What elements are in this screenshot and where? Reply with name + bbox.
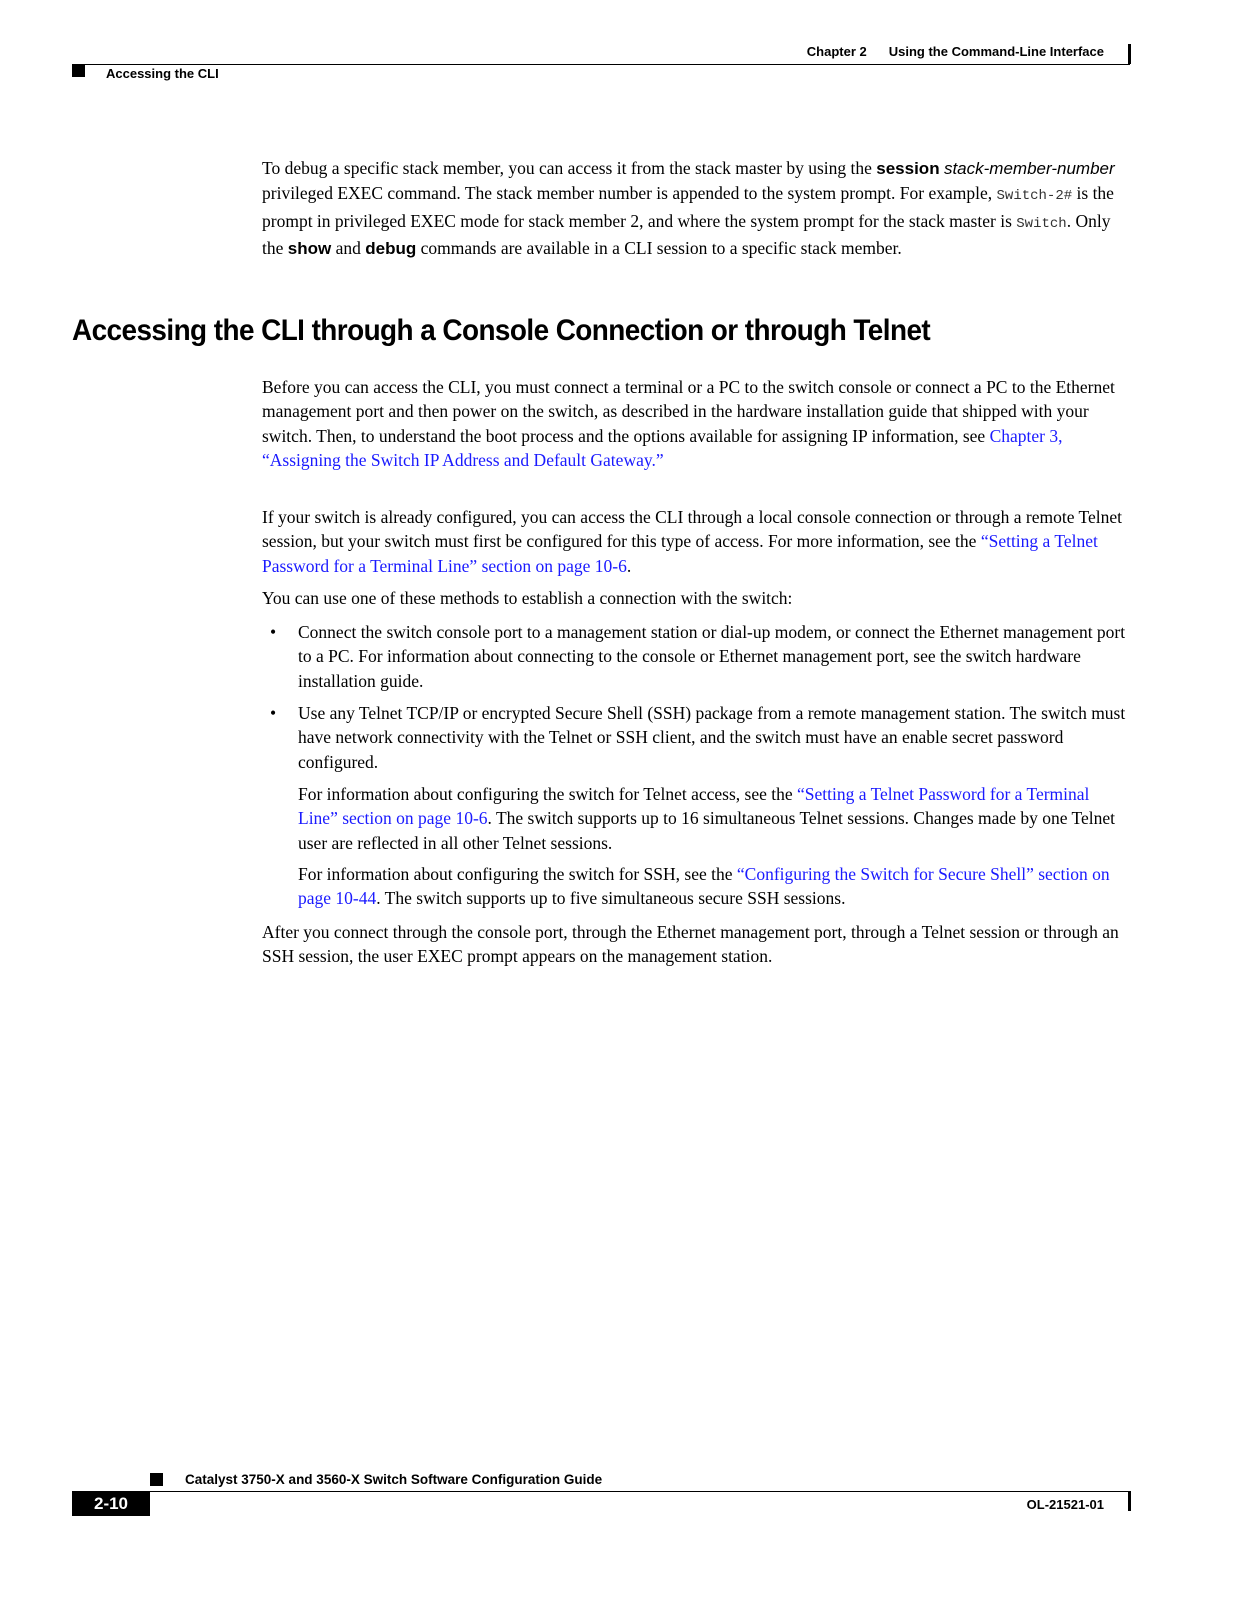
header-square-marker (72, 64, 85, 77)
running-header-section: Accessing the CLI (106, 66, 219, 81)
paragraph-after-connect: After you connect through the console port, through the Ethernet management port, through a Telnet session or through an SSH session, the user EXEC prompt appears on the management station. (262, 922, 1119, 967)
list-item-text: Use any Telnet TCP/IP or encrypted Secure Shell (SSH) package from a remote management station. The switch must have network connectivity with the Telnet or SSH client, and the switch must have an enable secret password configured. (298, 703, 1126, 772)
footer-guide-title: Catalyst 3750-X and 3560-X Switch Software Configuration Guide (185, 1472, 603, 1487)
intro-text-1: To debug a specific stack member, you can access it from the stack master by using the (262, 158, 877, 178)
bullet-marker: • (270, 622, 277, 642)
methods-list (262, 620, 1132, 693)
code-prompt-master: Switch (1016, 215, 1067, 232)
intro-text-3: is the prompt in privileged EXEC mode for stack member 2, and where the system prompt for the stack master is (262, 183, 1114, 231)
command-session: session (876, 159, 940, 178)
methods-list-2 (262, 701, 1132, 774)
page-number: 2-10 (72, 1491, 150, 1516)
sub1-end: . The switch supports up to 16 simultaneous Telnet sessions. Changes made by one Telnet user are reflected in all other Telnet sessions. (298, 808, 1116, 853)
paragraph-configured (262, 505, 1132, 578)
para1-text: Before you can access the CLI, you must connect a terminal or a PC to the switch console or connect a PC to the Ethernet management port and then power on the switch, as described in the hardware installation guide that shipped with your switch. Then, to understand the boot process and the options available for assigning IP information, see (262, 377, 1115, 446)
ssh-info-paragraph (262, 862, 1132, 911)
intro-paragraph (262, 156, 1132, 261)
command-show: show (287, 238, 332, 258)
intro-text-2: privileged EXEC command. The stack member number is appended to the system prompt. For example, (262, 183, 997, 204)
para2-end: . (626, 555, 632, 576)
sub1-text: For information about configuring the switch for Telnet access, see the (298, 784, 798, 804)
intro-text-6: commands are available in a CLI session to a specific stack member. (416, 237, 902, 258)
argument-stack-member-number: stack-member-number (943, 159, 1115, 178)
footer-square-marker (150, 1473, 163, 1486)
chapter-number: Chapter 2 (806, 44, 867, 59)
paragraph-prerequisites (262, 375, 1132, 472)
section-heading: Accessing the CLI through a Console Connection or through Telnet (72, 314, 931, 347)
para2-text: If your switch is already configured, you can access the CLI through a local console connection or through a remote Telnet session, but your switch must first be configured for this type of access. For more information, see the (262, 507, 1123, 552)
bullet-marker: • (270, 703, 277, 723)
link-chapter-3[interactable]: Chapter 3, “Assigning the Switch IP Address and Default Gateway.” (262, 425, 1063, 470)
link-telnet-password-section-2[interactable]: “Setting a Telnet Password for a Terminal Line” section on page 10-6 (298, 784, 1090, 829)
intro-text-5: and (331, 237, 366, 258)
intro-text-4: . Only the (262, 210, 1111, 258)
code-prompt-member: Switch-2# (996, 188, 1073, 205)
header-rule (72, 64, 1130, 65)
list-item (262, 620, 1132, 693)
paragraph-methods: You can use one of these methods to establish a connection with the switch: (262, 588, 793, 608)
sub2-end: . The switch supports up to five simultaneous secure SSH sessions. (376, 888, 846, 909)
command-debug: debug (365, 238, 417, 258)
footer-rule (150, 1491, 1130, 1492)
list-item-text: Connect the switch console port to a management station or dial-up modem, or connect the Ethernet management port to a PC. For information about connecting to the console or Ethernet management port, see the switch hardware installation guide. (298, 622, 1126, 691)
telnet-info-paragraph (262, 782, 1132, 855)
header-edge-bar (1128, 44, 1131, 64)
chapter-title: Using the Command-Line Interface (888, 44, 1104, 59)
list-item (262, 701, 1132, 774)
link-ssh-section[interactable]: “Configuring the Switch for Secure Shell” section on page 10-44 (298, 864, 1110, 909)
footer-edge-bar (1128, 1491, 1131, 1511)
sub2-text: For information about configuring the switch for SSH, see the (298, 864, 737, 884)
link-telnet-password-section[interactable]: “Setting a Telnet Password for a Terminal Line” section on page 10-6 (262, 531, 1098, 576)
document-number: OL-21521-01 (1026, 1497, 1104, 1512)
running-header-chapter (807, 44, 1104, 59)
